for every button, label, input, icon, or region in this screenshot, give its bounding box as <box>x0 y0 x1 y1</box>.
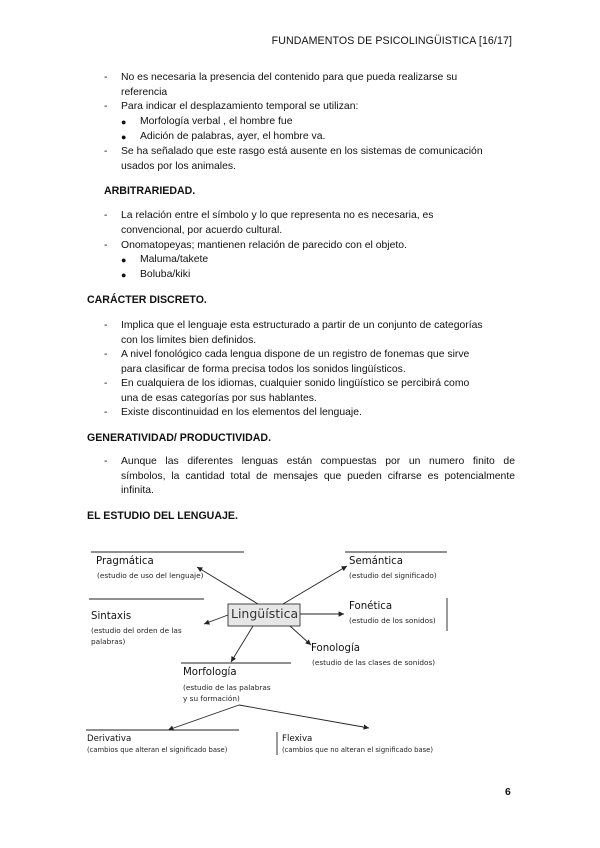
list-item: En cualquiera de los idiomas, cualquier sonido lingüístico se percibirá como <box>121 378 470 389</box>
fonologia-title: Fonología <box>311 643 361 654</box>
arrow-to-pragmatica <box>197 567 258 604</box>
list-dash: - <box>104 72 108 83</box>
arrow-to-morfologia <box>231 626 253 662</box>
fonologia-subtitle: (estudio de las clases de sonidos) <box>312 658 436 667</box>
semantica-subtitle: (estudio del significado) <box>349 571 437 580</box>
derivativa-title: Derivativa <box>87 734 132 744</box>
arrow-to-derivativa <box>168 705 239 730</box>
section-heading-estudio: EL ESTUDIO DEL LENGUAJE. <box>87 510 238 522</box>
morfologia-subtitle: (estudio de las palabras <box>183 683 271 692</box>
list-item-continuation: símbolos, la cantidad total de mensajes que pueden cifrarse es potencialmente <box>121 471 515 482</box>
pragmatica-title: Pragmática <box>96 556 154 567</box>
fonetica-subtitle: (estudio de los sonidos) <box>349 616 436 625</box>
list-dash: - <box>104 349 108 360</box>
list-dash: - <box>104 378 108 389</box>
page-header: FUNDAMENTOS DE PSICOLINGÜISTICA [16/17] <box>271 35 512 47</box>
list-item-continuation: infinita. <box>121 485 154 496</box>
sub-list-item: Maluma/takete <box>140 254 209 265</box>
list-item-continuation: para clasificar de forma precisa todos los sonidos lingüísticos. <box>121 364 406 375</box>
sub-list-item: Boluba/kiki <box>140 269 191 280</box>
list-item-continuation: con los limites bien definidos. <box>121 335 257 346</box>
sintaxis-subtitle-2: palabras) <box>91 637 126 646</box>
list-item: No es necesaria la presencia del contenido para que pueda realizarse su <box>121 72 458 83</box>
section-heading-arbitrariedad: ARBITRARIEDAD. <box>104 185 196 197</box>
bullet-icon: ● <box>121 132 127 142</box>
list-dash: - <box>104 456 108 467</box>
arrow-to-semantica <box>283 566 347 604</box>
list-dash: - <box>104 407 108 418</box>
arrow-to-flexiva <box>239 705 369 728</box>
list-item-continuation: usados por los animales. <box>121 161 236 172</box>
list-dash: - <box>104 210 108 221</box>
semantica-title: Semántica <box>349 556 404 567</box>
sintaxis-title: Sintaxis <box>91 611 132 622</box>
arrow-to-sintaxis <box>204 615 228 624</box>
list-item: A nivel fonológico cada lengua dispone de un registro de fonemas que sirve <box>121 349 470 360</box>
list-item: Existe discontinuidad en los elementos del lenguaje. <box>121 407 362 418</box>
bullet-icon: ● <box>121 117 127 127</box>
list-item: La relación entre el símbolo y lo que representa no es necesaria, es <box>121 210 434 221</box>
bullet-icon: ● <box>121 270 127 280</box>
list-item-continuation: una de esas categorías por sus hablantes. <box>121 393 317 404</box>
derivativa-subtitle: (cambios que alteran el significado base) <box>87 746 228 754</box>
list-dash: - <box>104 320 108 331</box>
list-item: Para indicar el desplazamiento temporal se utilizan: <box>121 101 359 112</box>
bullet-icon: ● <box>121 255 127 265</box>
flexiva-title: Flexiva <box>282 734 313 744</box>
sintaxis-subtitle: (estudio del orden de las <box>91 626 182 635</box>
list-item-continuation: convencional, por acuerdo cultural. <box>121 225 283 236</box>
list-item: Se ha señalado que este rasgo está ausente en los sistemas de comunicación <box>121 146 483 157</box>
list-item-continuation: referencia <box>121 87 168 98</box>
center-title: Lingüística <box>231 606 299 621</box>
section-heading-generatividad: GENERATIVIDAD/ PRODUCTIVIDAD. <box>87 432 272 444</box>
list-dash: - <box>104 101 108 112</box>
list-item: Onomatopeyas; mantienen relación de parecido con el objeto. <box>121 240 407 251</box>
sub-list-item: Adición de palabras, ayer, el hombre va. <box>140 131 326 142</box>
list-dash: - <box>104 146 108 157</box>
list-dash: - <box>104 240 108 251</box>
flexiva-subtitle: (cambios que no alteran el significado base) <box>282 746 433 754</box>
sub-list-item: Morfología verbal , el hombre fue <box>140 116 293 127</box>
morfologia-title: Morfología <box>183 667 237 678</box>
section-heading-discreto: CARÁCTER DISCRETO. <box>87 294 207 306</box>
fonetica-title: Fonética <box>349 601 393 612</box>
list-item: Aunque las diferentes lenguas están compuestas por un numero finito de <box>121 456 515 467</box>
pragmatica-subtitle: (estudio de uso del lenguaje) <box>97 571 204 580</box>
morfologia-subtitle-2: y su formación) <box>183 694 240 703</box>
page-number: 6 <box>505 787 511 798</box>
arrow-to-fonologia <box>290 626 311 645</box>
list-item: Implica que el lenguaje esta estructurado a partir de un conjunto de categorías <box>121 320 483 331</box>
